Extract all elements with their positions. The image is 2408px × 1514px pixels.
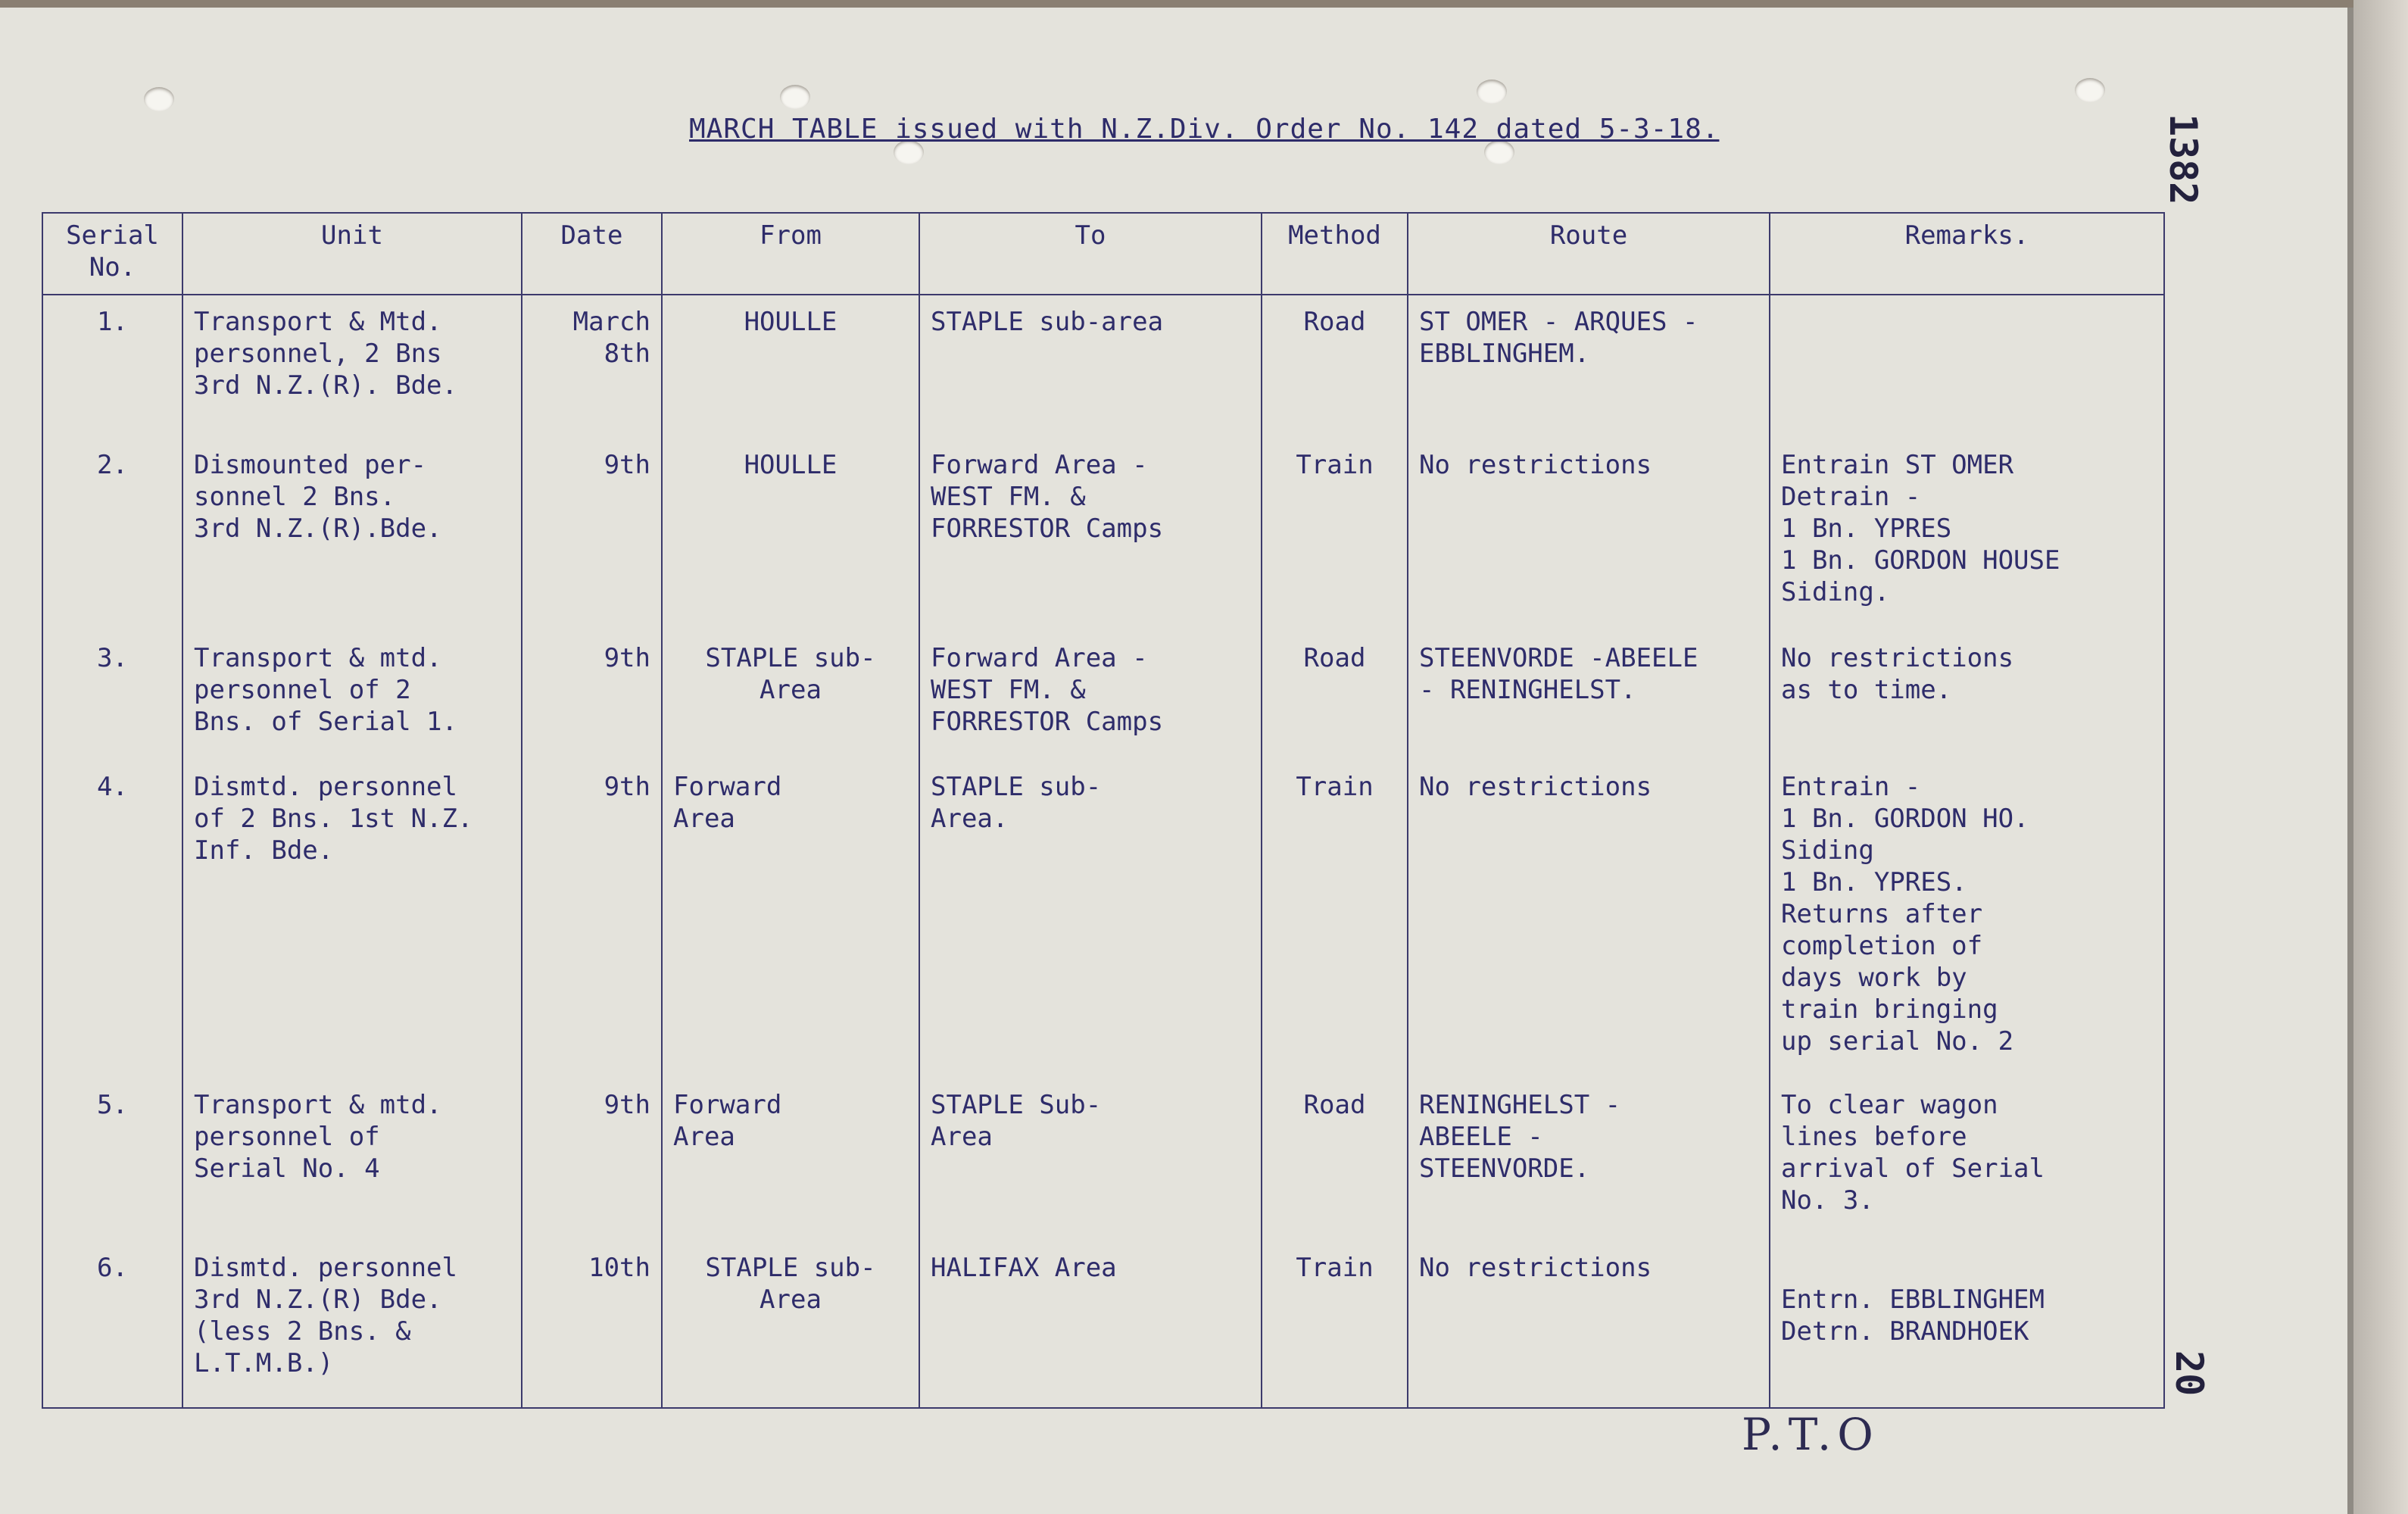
- cell-serial: 1.: [42, 295, 182, 439]
- header-serial: Serial No.: [42, 213, 182, 295]
- cell-to: Forward Area - WEST FM. & FORRESTOR Camps: [919, 439, 1262, 632]
- table-row: [42, 1241, 2164, 1408]
- punch-hole: [2075, 78, 2105, 102]
- cell-remarks: [1770, 295, 2164, 439]
- cell-serial: 3.: [42, 632, 182, 760]
- punch-hole: [780, 85, 810, 109]
- cell-route: No restrictions: [1408, 760, 1770, 1079]
- cell-to: STAPLE sub- Area.: [919, 760, 1262, 1079]
- cell-unit: Dismtd. personnel of 2 Bns. 1st N.Z. Inf. Bde.: [182, 760, 522, 1079]
- cell-method: Train: [1262, 1241, 1408, 1408]
- header-date: Date: [522, 213, 662, 295]
- cell-remarks: Entrain ST OMER Detrain - 1 Bn. YPRES 1 Bn. GORDON HOUSE Siding.: [1770, 439, 2164, 632]
- cell-unit: Transport & mtd. personnel of 2 Bns. of Serial 1.: [182, 632, 522, 760]
- header-row: [42, 213, 2164, 295]
- page-edge-shadow: [2353, 0, 2408, 1514]
- cell-from: HOULLE: [662, 295, 919, 439]
- header-unit: Unit: [182, 213, 522, 295]
- header-from: From: [662, 213, 919, 295]
- cell-to: STAPLE Sub- Area: [919, 1079, 1262, 1241]
- cell-remarks: No restrictions as to time.: [1770, 632, 2164, 760]
- punch-hole: [144, 87, 174, 111]
- cell-date: 9th: [522, 1079, 662, 1241]
- cell-date: 9th: [522, 632, 662, 760]
- table-row: [42, 1079, 2164, 1241]
- march-table: [42, 212, 2165, 1409]
- cell-method: Train: [1262, 439, 1408, 632]
- folio-number-bottom: 20: [2167, 1350, 2211, 1397]
- cell-to: STAPLE sub-area: [919, 295, 1262, 439]
- cell-remarks: To clear wagon lines before arrival of Serial No. 3.: [1770, 1079, 2164, 1241]
- cell-date: 9th: [522, 439, 662, 632]
- pto-note: P.T.O: [1742, 1409, 1879, 1460]
- cell-route: RENINGHELST - ABEELE - STEENVORDE.: [1408, 1079, 1770, 1241]
- cell-route: ST OMER - ARQUES - EBBLINGHEM.: [1408, 295, 1770, 439]
- cell-route: No restrictions: [1408, 439, 1770, 632]
- folio-number-top: 1382: [2161, 114, 2205, 205]
- cell-method: Road: [1262, 632, 1408, 760]
- cell-from: STAPLE sub- Area: [662, 632, 919, 760]
- punch-hole: [1477, 80, 1507, 104]
- cell-from: STAPLE sub- Area: [662, 1241, 919, 1408]
- cell-route: STEENVORDE -ABEELE - RENINGHELST.: [1408, 632, 1770, 760]
- header-method: Method: [1262, 213, 1408, 295]
- header-route: Route: [1408, 213, 1770, 295]
- table-row: [42, 295, 2164, 439]
- cell-date: 10th: [522, 1241, 662, 1408]
- cell-route: No restrictions: [1408, 1241, 1770, 1408]
- document-title: MARCH TABLE issued with N.Z.Div. Order No. 142 dated 5-3-18.: [689, 114, 1720, 145]
- header-to: To: [919, 213, 1262, 295]
- cell-to: Forward Area - WEST FM. & FORRESTOR Camps: [919, 632, 1262, 760]
- cell-serial: 5.: [42, 1079, 182, 1241]
- cell-serial: 2.: [42, 439, 182, 632]
- cell-to: HALIFAX Area: [919, 1241, 1262, 1408]
- cell-date: 9th: [522, 760, 662, 1079]
- cell-unit: Dismounted per- sonnel 2 Bns. 3rd N.Z.(R).Bde.: [182, 439, 522, 632]
- table-row: [42, 760, 2164, 1079]
- table-row: [42, 632, 2164, 760]
- cell-from: Forward Area: [662, 1079, 919, 1241]
- cell-method: Road: [1262, 1079, 1408, 1241]
- table-row: [42, 439, 2164, 632]
- cell-unit: Transport & mtd. personnel of Serial No. 4: [182, 1079, 522, 1241]
- cell-from: Forward Area: [662, 760, 919, 1079]
- cell-unit: Transport & Mtd. personnel, 2 Bns 3rd N.Z.(R). Bde.: [182, 295, 522, 439]
- cell-serial: 6.: [42, 1241, 182, 1408]
- cell-remarks: Entrain - 1 Bn. GORDON HO. Siding 1 Bn. YPRES. Returns after completion of days work by train bringing up serial No. 2: [1770, 760, 2164, 1079]
- cell-remarks: Entrn. EBBLINGHEM Detrn. BRANDHOEK: [1770, 1241, 2164, 1408]
- header-remarks: Remarks.: [1770, 213, 2164, 295]
- cell-date: March 8th: [522, 295, 662, 439]
- cell-unit: Dismtd. personnel 3rd N.Z.(R) Bde. (less 2 Bns. & L.T.M.B.): [182, 1241, 522, 1408]
- cell-from: HOULLE: [662, 439, 919, 632]
- cell-method: Road: [1262, 295, 1408, 439]
- cell-serial: 4.: [42, 760, 182, 1079]
- cell-method: Train: [1262, 760, 1408, 1079]
